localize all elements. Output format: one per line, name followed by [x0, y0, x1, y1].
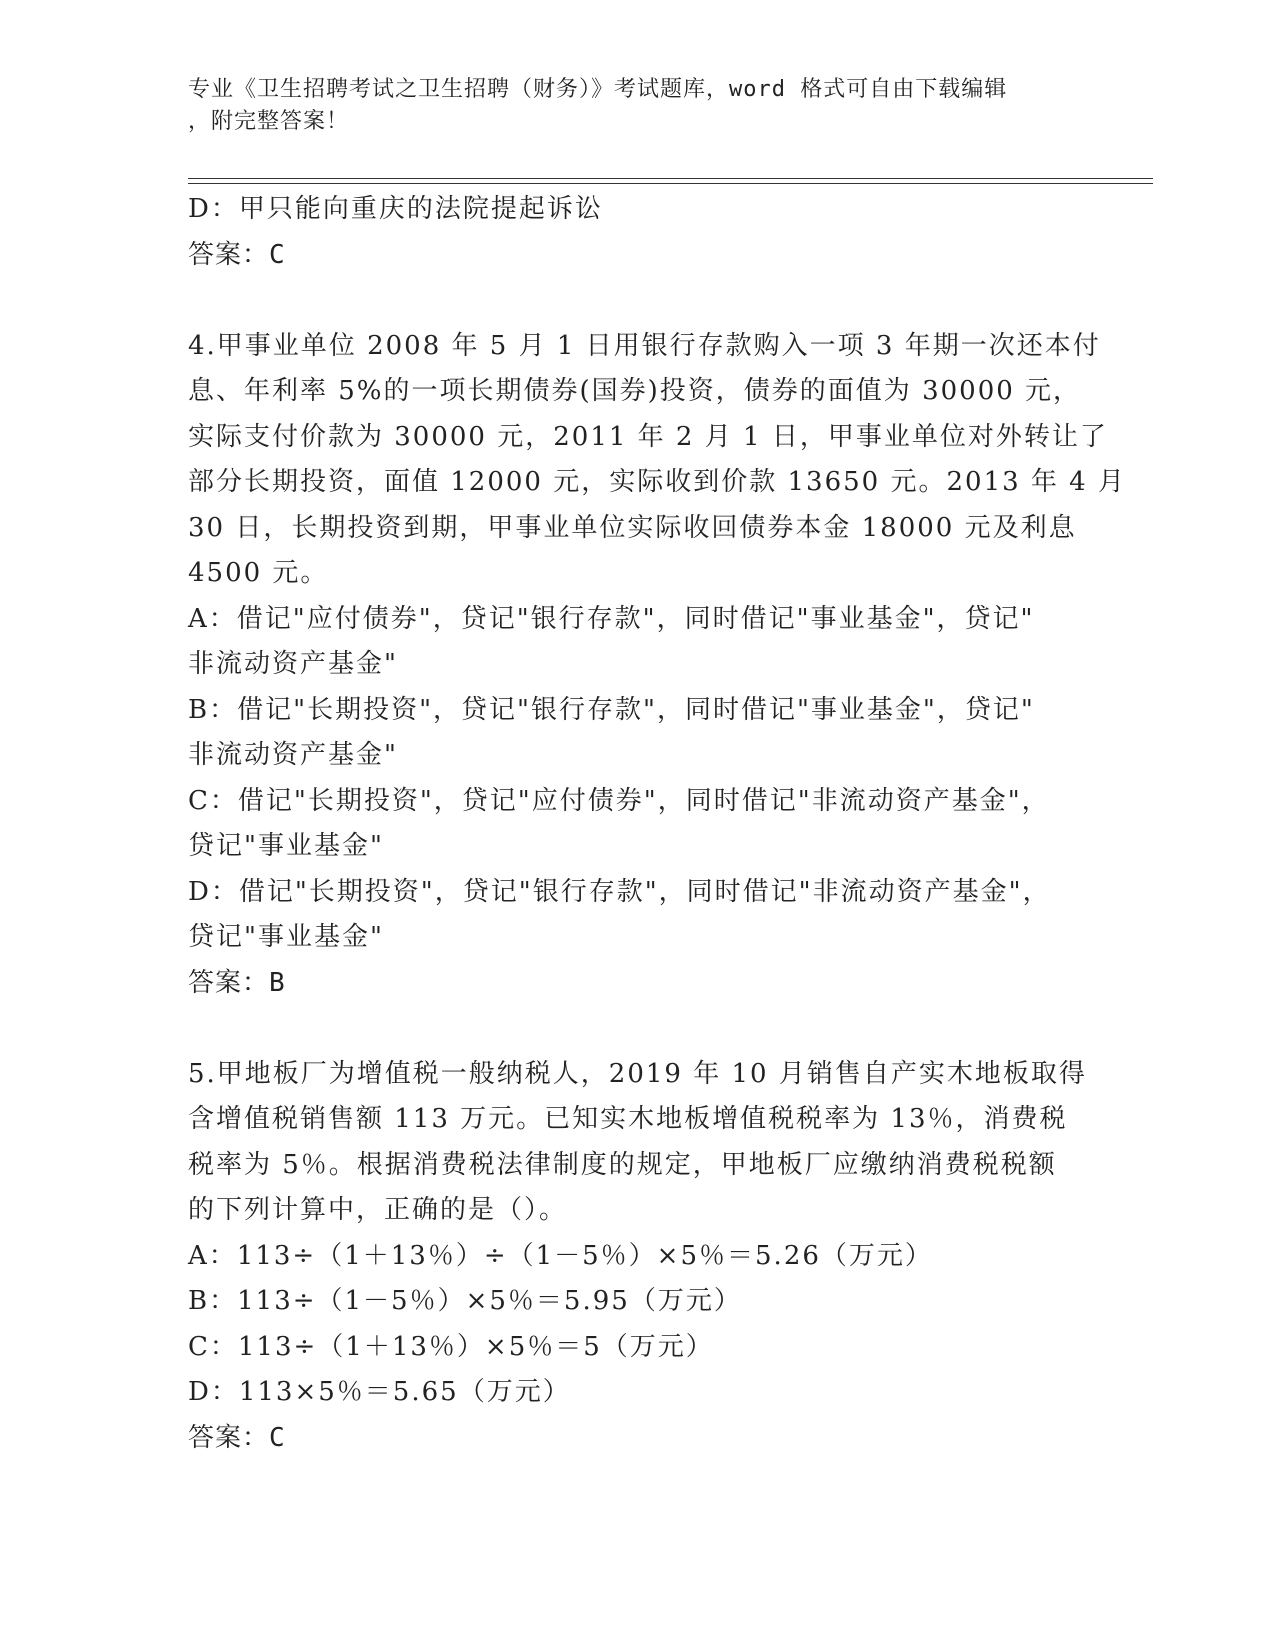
- option-a: [188, 597, 1088, 688]
- stem-line: 4500 元。: [188, 558, 329, 588]
- document-header: [188, 74, 1088, 138]
- option-d: D：甲只能向重庆的法院提起诉讼: [188, 194, 603, 224]
- option-line: 贷记"事业基金": [188, 831, 384, 861]
- option-b: [188, 688, 1088, 779]
- option-line: 非流动资产基金": [188, 740, 398, 770]
- question-stem: [188, 324, 1126, 597]
- question-4: [188, 324, 1126, 1007]
- stem-line: 5.甲地板厂为增值税一般纳税人，2019 年 10 月销售自产实木地板取得: [188, 1058, 1087, 1089]
- option-d: D：113×5％＝5.65（万元）: [188, 1377, 571, 1407]
- option-line: B：借记"长期投资"，贷记"银行存款"，同时借记"事业基金"，贷记": [188, 694, 1035, 725]
- stem-line: 含增值税销售额 113 万元。已知实木地板增值税税率为 13％，消费税: [188, 1104, 1068, 1134]
- answer-line: 答案：C: [188, 239, 286, 270]
- option-d: [188, 870, 1088, 961]
- stem-line: 30 日，长期投资到期，甲事业单位实际收回债券本金 18000 元及利息: [188, 512, 1077, 543]
- stem-line: 实际支付价款为 30000 元，2011 年 2 月 1 日，甲事业单位对外转让了: [188, 421, 1108, 452]
- header-line-2: ，附完整答案！: [188, 109, 350, 134]
- previous-question-tail: [188, 187, 1088, 278]
- stem-line: 息、年利率 5%的一项长期债券(国券)投资，债券的面值为 30000 元，: [188, 376, 1082, 406]
- stem-line: 4.甲事业单位 2008 年 5 月 1 日用银行存款购入一项 3 年期一次还本付: [188, 330, 1101, 361]
- document-body: [188, 187, 1126, 1461]
- answer-line: 答案：C: [188, 1422, 286, 1453]
- option-line: 非流动资产基金": [188, 649, 398, 679]
- header-divider: [188, 178, 1153, 184]
- stem-line: 税率为 5％。根据消费税法律制度的规定，甲地板厂应缴纳消费税税额: [188, 1149, 1057, 1180]
- stem-line: 部分长期投资，面值 12000 元，实际收到价款 13650 元。2013 年 4 月: [188, 467, 1126, 497]
- option-line: 贷记"事业基金": [188, 922, 384, 952]
- option-c: [188, 779, 1088, 870]
- stem-line: 的下列计算中，正确的是（）。: [188, 1195, 568, 1225]
- header-line-1: 专业《卫生招聘考试之卫生招聘（财务）》考试题库，word 格式可自由下载编辑: [188, 77, 1008, 102]
- answer-line: 答案：B: [188, 967, 286, 998]
- option-line: A：借记"应付债券"，贷记"银行存款"，同时借记"事业基金"，贷记": [188, 603, 1035, 634]
- option-line: D：借记"长期投资"，贷记"银行存款"，同时借记"非流动资产基金"，: [188, 876, 1051, 907]
- question-stem: [188, 1052, 1088, 1234]
- option-b: B：113÷（1－5％）×5％＝5.95（万元）: [188, 1286, 742, 1316]
- option-a: A：113÷（1＋13％）÷（1－5％）×5％＝5.26（万元）: [188, 1240, 933, 1271]
- question-5: [188, 1052, 1088, 1462]
- spacer: [188, 278, 1088, 324]
- option-c: C：113÷（1＋13％）×5％＝5（万元）: [188, 1331, 714, 1362]
- option-line: C：借记"长期投资"，贷记"应付债券"，同时借记"非流动资产基金"，: [188, 785, 1050, 816]
- spacer: [188, 1006, 1088, 1052]
